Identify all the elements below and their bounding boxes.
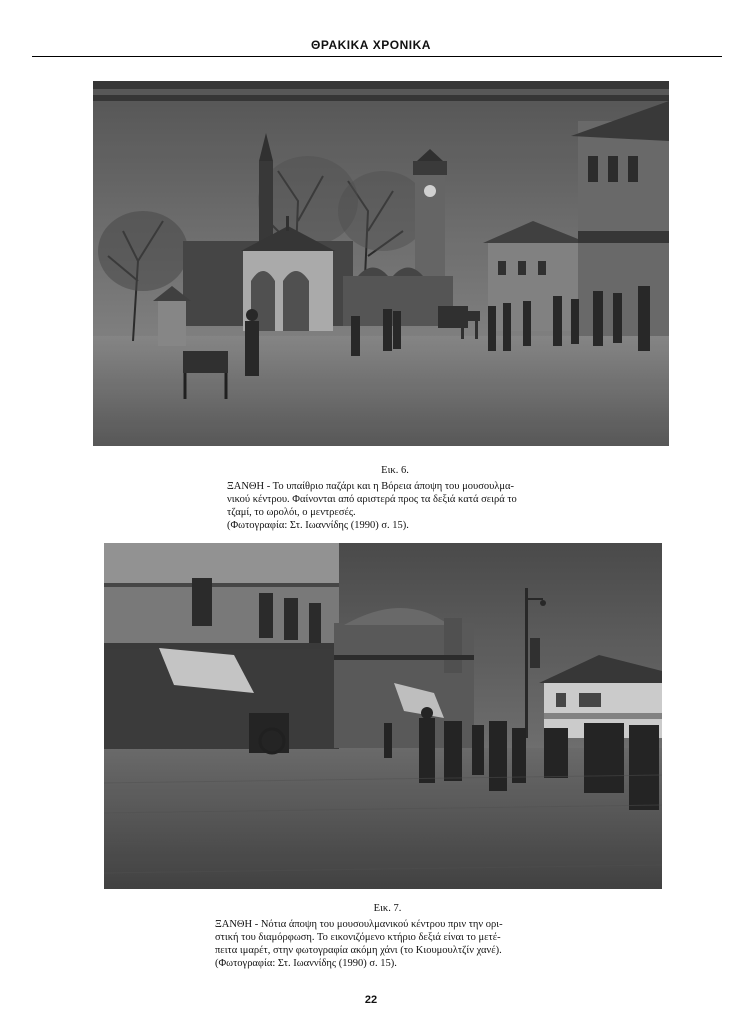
page-number: 22 (364, 994, 378, 1006)
caption-credit: (Φωτογραφία: Στ. Ιωαννίδης (1990) σ. 15). (215, 958, 397, 969)
figure-7-label: Εικ. 7. (373, 903, 402, 914)
figure-6-label: Εικ. 6. (381, 465, 409, 476)
figure-7-caption (215, 902, 560, 970)
caption-credit: (Φωτογραφία: Στ. Ιωαννίδης (1990) σ. 15). (227, 520, 409, 531)
figure-6-photo (93, 81, 669, 446)
caption-line: νικού κέντρου. Φαίνονται από αριστερά προς τα δεξιά κατά σειρά το (227, 494, 517, 505)
caption-line: στική του διαμόρφωση. Το εικονιζόμενο κτήριο δεξιά είναι το μετέ- (215, 932, 501, 943)
figure-6-caption (227, 464, 563, 532)
caption-line: ΞΑΝΘΗ - Νότια άποψη του μουσουλμανικού κέντρου πριν την ορι- (215, 919, 503, 930)
caption-line: ΞΑΝΘΗ - Το υπαίθριο παζάρι και η Βόρεια άποψη του μουσουλμα- (227, 481, 515, 492)
caption-line: πειτα ιμαρέτ, στην φωτογραφία ακόμη χάνι (το Κιουμουλτζίν χανέ). (215, 945, 502, 956)
running-head: ΘΡΑΚΙΚΑ ΧΡΟΝΙΚΑ (311, 38, 431, 52)
caption-line: τζαμί, το ωρολόι, ο μεντρεσές. (227, 507, 356, 518)
figure-7-photo (104, 543, 662, 889)
header-rule (32, 56, 722, 57)
